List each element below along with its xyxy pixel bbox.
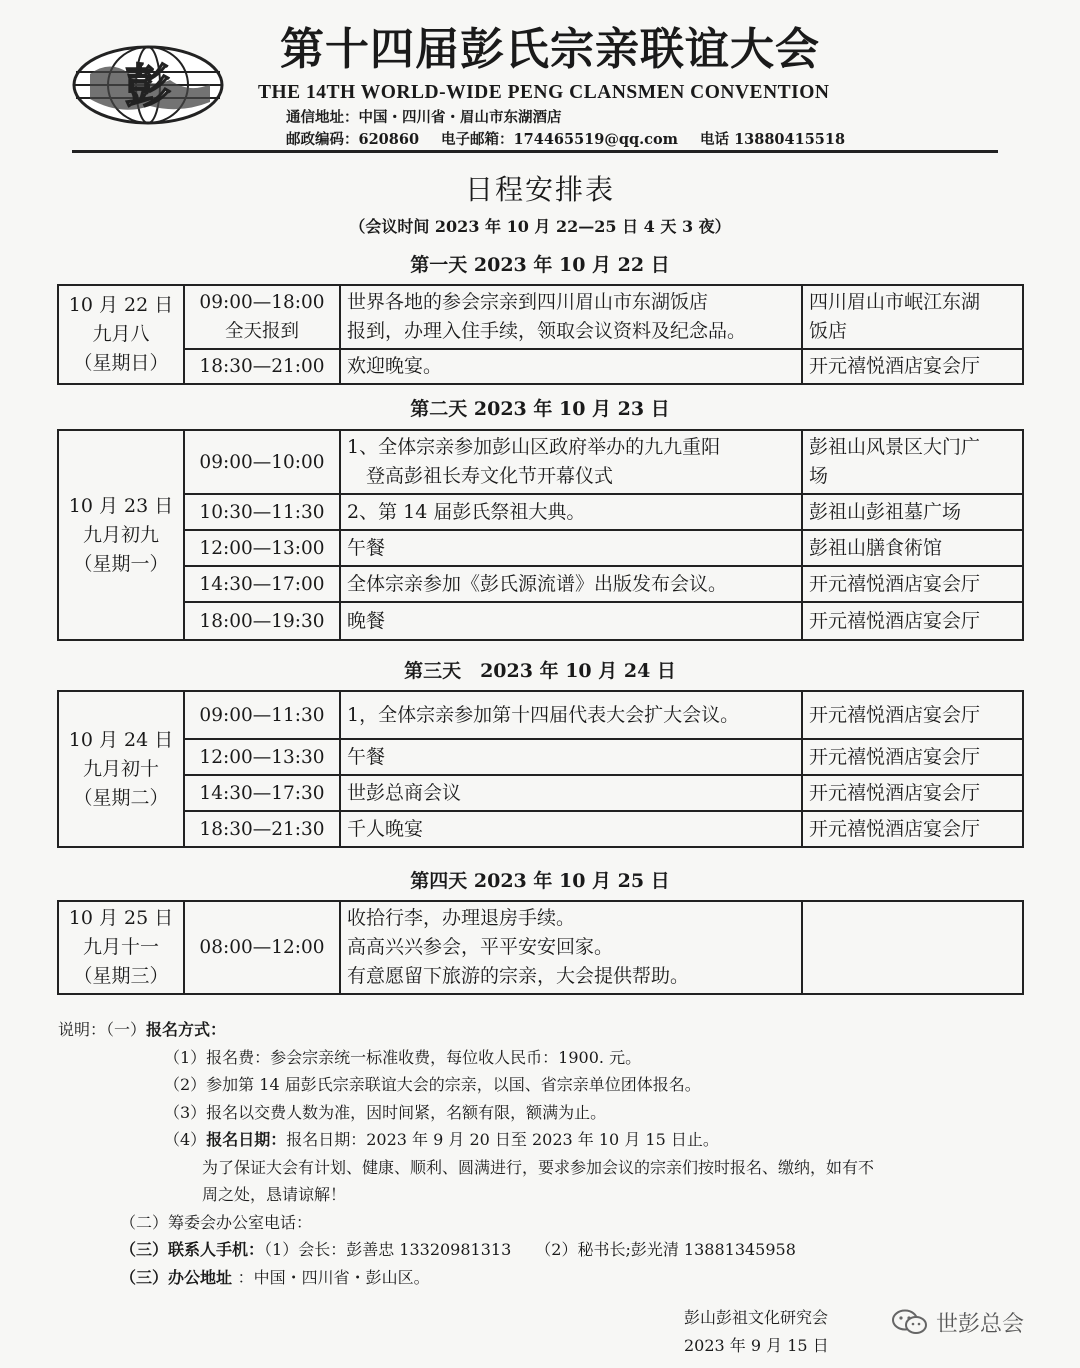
svg-text:彭: 彭 (125, 59, 171, 113)
location-cell (802, 901, 1023, 994)
date-cell (58, 285, 184, 384)
location-line: 开元禧悦酒店宴会厅 (809, 355, 981, 377)
time-line: 08:00—12:00 (199, 937, 325, 958)
location-line: 彭祖山膳食術馆 (809, 536, 943, 559)
activity-line: 高高兴兴参会，平平安安回家。 (347, 936, 614, 958)
activity-line: 登高彭祖长寿文化节开幕仪式 (347, 465, 614, 487)
location-cell (802, 285, 1023, 349)
header-address: 通信地址：中国・四川省・眉山市东湖酒店 (286, 109, 562, 126)
time-line: 10:30—11:30 (199, 501, 325, 523)
location-cell (802, 691, 1023, 739)
activity-line: 午餐 (347, 745, 386, 768)
date-line: 10 月 23 日 (68, 494, 174, 517)
location-line: 饭店 (809, 320, 848, 342)
time-cell (184, 566, 340, 602)
activity-line: 1，全体宗亲参加第十四届代表大会扩大会议。 (347, 703, 740, 726)
notes-item-2: （2）参加第 14 届彭氏宗亲联谊大会的宗亲，以国、省宗亲单位团体报名。 (164, 1075, 701, 1094)
time-cell (184, 901, 340, 994)
notes-section4-prefix: （三）办公地址 (120, 1267, 238, 1287)
date-line: 九月初十 (82, 757, 159, 780)
time-cell (184, 494, 340, 530)
time-cell (184, 285, 340, 349)
location-line: 开元禧悦酒店宴会厅 (809, 609, 981, 632)
activity-cell (340, 494, 802, 530)
location-line: 开元禧悦酒店宴会厅 (809, 745, 981, 768)
activity-line: 世界各地的参会宗亲到四川眉山市东湖饭店 (347, 291, 709, 313)
activity-line: 午餐 (347, 536, 386, 559)
activity-line: 晚餐 (347, 609, 386, 632)
header-divider (72, 150, 998, 153)
time-line: 09:00—18:00 (199, 292, 325, 313)
day-1-heading: 第一天 2023 年 10 月 22 日 (410, 254, 670, 276)
location-cell (802, 349, 1023, 384)
notes-section (58, 1016, 1028, 1291)
time-line: 09:00—11:30 (199, 704, 325, 726)
location-cell (802, 811, 1023, 847)
notes-section3-text: （1）会长：彭善忠 13320981313 （2）秘书长;彭光清 13881345958 (264, 1240, 796, 1259)
time-line: 12:00—13:00 (199, 537, 325, 559)
time-cell (184, 811, 340, 847)
time-cell (184, 691, 340, 739)
activity-line: 收拾行李，办理退房手续。 (347, 907, 576, 929)
time-cell (184, 349, 340, 384)
notes-item-4 (58, 1126, 1028, 1154)
notes-section3-prefix: （三）联系人手机： (120, 1240, 265, 1259)
location-line: 场 (809, 465, 829, 487)
time-cell (184, 530, 340, 566)
time-cell (184, 430, 340, 494)
location-cell (802, 775, 1023, 811)
date-line: 九月初九 (82, 523, 159, 546)
signature-date: 2023 年 9 月 15 日 (684, 1336, 829, 1355)
schedule-row (58, 691, 1023, 739)
time-cell (184, 775, 340, 811)
day-3-heading: 第三天 2023 年 10 月 24 日 (404, 660, 676, 682)
date-line: （星期二） (73, 786, 169, 809)
notes-section3 (58, 1236, 1028, 1264)
location-cell (802, 494, 1023, 530)
activity-line: 世彭总商会议 (347, 781, 462, 804)
time-line: 18:30—21:00 (199, 356, 325, 377)
notes-section1-title: 报名方式： (146, 1020, 227, 1039)
signature-org: 彭山彭祖文化研究会 (684, 1308, 829, 1327)
schedule-row (58, 739, 1023, 775)
schedule-table-day-4 (57, 900, 1024, 995)
notes-intro-row (58, 1016, 1028, 1044)
notes-item-1: （1）报名费：参会宗亲统一标准收费，每位收人民币：1900. 元。 (164, 1047, 642, 1067)
location-line: 开元禧悦酒店宴会厅 (809, 781, 981, 804)
day-4-heading: 第四天 2023 年 10 月 25 日 (410, 870, 670, 892)
location-line: 开元禧悦酒店宴会厅 (809, 703, 981, 726)
notes-section4 (58, 1264, 1028, 1292)
globe-logo (70, 44, 226, 126)
watermark (890, 1308, 1024, 1336)
date-line: 10 月 25 日 (68, 907, 174, 929)
date-line: 九月八 (92, 323, 150, 345)
watermark-text: 世彭总会 (936, 1311, 1025, 1337)
schedule-row (58, 811, 1023, 847)
location-line: 彭祖山彭祖墓广场 (809, 500, 962, 523)
header-phone: 电话 13880415518 (700, 131, 846, 148)
notes-item-4-cont1: 为了保证大会有计划、健康、顺利、圆满进行，要求参加会议的宗亲们按时报名、缴纳，如有不 (202, 1157, 875, 1177)
activity-cell (340, 430, 802, 494)
schedule-row (58, 430, 1023, 494)
time-line: 09:00—10:00 (199, 451, 325, 473)
schedule-table-day-3 (57, 690, 1024, 848)
location-line: 开元禧悦酒店宴会厅 (809, 817, 981, 840)
location-line: 四川眉山市岷江东湖 (809, 291, 981, 313)
time-line: 全天报到 (224, 321, 299, 342)
date-line: 九月十一 (82, 936, 159, 958)
notes-item-4-bold: 报名日期： (206, 1130, 287, 1149)
notes-section4-text: ：中国・四川省・彭山区。 (237, 1267, 430, 1287)
date-cell (58, 901, 184, 994)
activity-cell (340, 811, 802, 847)
activity-line: 报到，办理入住手续，领取会议资料及纪念品。 (347, 320, 747, 342)
time-cell (184, 602, 340, 640)
activity-cell (340, 530, 802, 566)
location-cell (802, 566, 1023, 602)
time-line: 18:30—21:30 (199, 818, 325, 840)
activity-cell (340, 285, 802, 349)
activity-cell (340, 775, 802, 811)
notes-item-4-text: 报名日期：2023 年 9 月 20 日至 2023 年 10 月 15 日止。 (286, 1130, 719, 1149)
notes-section2: （二）筹委会办公室电话： (120, 1212, 313, 1232)
signature-block (684, 1304, 829, 1360)
schedule-row (58, 901, 1023, 994)
day-2-heading: 第二天 2023 年 10 月 23 日 (410, 398, 670, 420)
location-cell (802, 739, 1023, 775)
activity-line: 2、第 14 届彭氏祭祖大典。 (347, 500, 586, 523)
activity-line: 欢迎晚宴。 (347, 355, 443, 377)
activity-line: 1、全体宗亲参加彭山区政府举办的九九重阳 (347, 436, 721, 458)
activity-line: 有意愿留下旅游的宗亲，大会提供帮助。 (347, 965, 690, 987)
schedule-row (58, 285, 1023, 349)
time-line: 18:00—19:30 (199, 610, 325, 632)
location-cell (802, 430, 1023, 494)
activity-cell (340, 739, 802, 775)
schedule-row (58, 349, 1023, 384)
doc-title: 日程安排表 (464, 173, 615, 206)
location-line: 彭祖山风景区大门广 (809, 436, 981, 458)
date-line: 10 月 22 日 (68, 294, 174, 316)
activity-line: 千人晚宴 (347, 817, 424, 840)
activity-cell (340, 349, 802, 384)
time-cell (184, 739, 340, 775)
activity-cell (340, 691, 802, 739)
location-cell (802, 602, 1023, 640)
activity-line: 全体宗亲参加《彭氏源流谱》出版发布会议。 (347, 572, 728, 595)
schedule-row (58, 566, 1023, 602)
header-title: 第十四届彭氏宗亲联谊大会 (280, 24, 820, 75)
activity-cell (340, 901, 802, 994)
header-postcode: 邮政编码：620860 (286, 131, 420, 148)
date-line: （星期三） (73, 965, 169, 987)
notes-item-4-prefix: （4） (164, 1130, 207, 1149)
date-line: 10 月 24 日 (68, 728, 174, 751)
notes-intro: 说明：（一） (58, 1020, 147, 1039)
schedule-table-day-2 (57, 429, 1024, 641)
header-email: 电子邮箱：174465519@qq.com (441, 131, 679, 148)
time-line: 14:30—17:00 (199, 573, 325, 595)
date-line: （星期日） (73, 352, 169, 374)
location-line: 开元禧悦酒店宴会厅 (809, 572, 981, 595)
notes-item-4-cont2: 周之处，恳请谅解！ (202, 1185, 347, 1204)
date-line: （星期一） (73, 552, 169, 575)
date-cell (58, 430, 184, 640)
activity-cell (340, 602, 802, 640)
schedule-table-day-1 (57, 284, 1024, 385)
location-cell (802, 530, 1023, 566)
schedule-row (58, 775, 1023, 811)
schedule-row (58, 494, 1023, 530)
header-contact-line (286, 128, 845, 149)
doc-subtitle: （会议时间 2023 年 10 月 22—25 日 4 天 3 夜） (349, 217, 731, 236)
header-subtitle-en: THE 14TH WORLD-WIDE PENG CLANSMEN CONVENTION (258, 82, 830, 103)
time-line: 14:30—17:30 (199, 782, 325, 804)
schedule-row (58, 530, 1023, 566)
time-line: 12:00—13:30 (199, 746, 325, 768)
activity-cell (340, 566, 802, 602)
schedule-row (58, 602, 1023, 640)
wechat-icon (890, 1308, 930, 1336)
date-cell (58, 691, 184, 847)
notes-item-3: （3）报名以交费人数为准，因时间紧，名额有限，额满为止。 (164, 1102, 607, 1122)
